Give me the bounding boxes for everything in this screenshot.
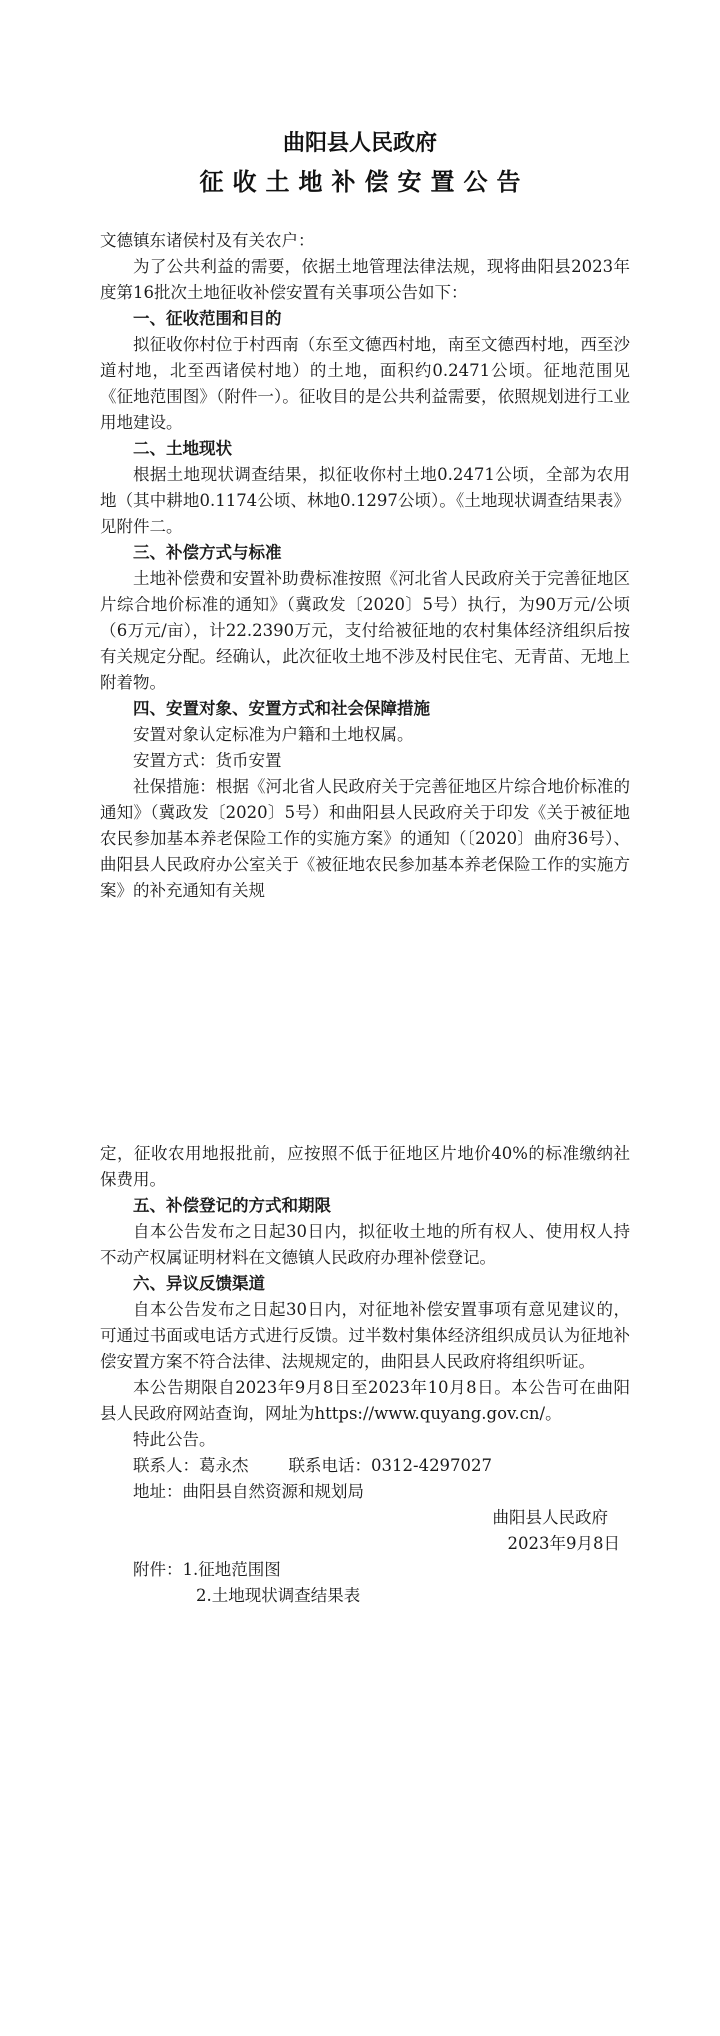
issuer-heading: 曲阳县人民政府 xyxy=(282,130,437,156)
attachments-label: 附件： xyxy=(133,1560,183,1579)
section-3-heading: 三、补偿方式与标准 xyxy=(133,543,282,562)
section-2-text: 根据土地现状调查结果，拟征收你村土地0.2471公顷，全部为农用地（其中耕地0.1174公顷、林地0.1297公顷）。《土地现状调查结果表》见附件二。 xyxy=(100,465,630,536)
section-4-object: 安置对象认定标准为户籍和土地权属。 xyxy=(133,725,414,744)
section-4-social-part2: 定，征收农用地报批前，应按照不低于征地区片地价40%的标准缴纳社保费用。 xyxy=(100,1144,630,1189)
contact-line xyxy=(100,1453,630,1479)
attachment-item-1: 1.征地范围图 xyxy=(182,1560,281,1579)
section-5-heading: 五、补偿登记的方式和期限 xyxy=(133,1196,331,1215)
attachment-line-1 xyxy=(100,1557,630,1583)
section-6-heading: 六、异议反馈渠道 xyxy=(133,1274,265,1293)
section-4-method: 安置方式：货币安置 xyxy=(133,751,282,770)
section-4-heading: 四、安置对象、安置方式和社会保障措施 xyxy=(133,699,430,718)
notice-body-part1 xyxy=(100,228,630,904)
salutation: 文德镇东诸侯村及有关农户： xyxy=(100,231,315,250)
period-paragraph: 本公告期限自2023年9月8日至2023年10月8日。本公告可在曲阳县人民政府网站查询，网址为https://www.quyang.gov.cn/。 xyxy=(100,1378,630,1423)
contact-address: 地址：曲阳县自然资源和规划局 xyxy=(133,1482,364,1501)
section-4-social-part1: 社保措施：根据《河北省人民政府关于完善征地区片综合地价标准的通知》（冀政发〔2020〕5号）和曲阳县人民政府关于印发《关于被征地农民参加基本养老保险工作的实施方案》的通知（〔2020〕曲府36号）、曲阳县人民政府办公室关于《被征地农民参加基本养老保险工作的实施方案》的补充通知有关规 xyxy=(100,777,630,900)
section-1-text: 拟征收你村位于村西南（东至文德西村地，南至文德西村地，西至沙道村地，北至西诸侯村地）的土地，面积约0.2471公顷。征地范围见《征地范围图》（附件一）。征收目的是公共利益需要，依照规划进行工业用地建设。 xyxy=(100,335,630,432)
contact-info xyxy=(100,1453,630,1505)
notice-body-part2 xyxy=(100,1141,630,1609)
section-3-text: 土地补偿费和安置补助费标准按照《河北省人民政府关于完善征地区片综合地价标准的通知》（冀政发〔2020〕5号）执行，为90万元/公顷（6万元/亩），计22.2390万元，支付给被征地的农村集体经济组织后按有关规定分配。经确认，此次征收土地不涉及村民住宅、无青苗、无地上附着物。 xyxy=(100,569,630,692)
section-5-text: 自本公告发布之日起30日内，拟征收土地的所有权人、使用权人持不动产权属证明材料在文德镇人民政府办理补偿登记。 xyxy=(100,1222,630,1267)
intro-paragraph: 为了公共利益的需要，依据土地管理法律法规，现将曲阳县2023年度第16批次土地征收补偿安置有关事项公告如下： xyxy=(100,257,630,302)
attachment-item-2: 2.土地现状调查结果表 xyxy=(196,1586,361,1605)
signature-org: 曲阳县人民政府 xyxy=(492,1508,608,1527)
notice-title: 征收土地补偿安置公告 xyxy=(199,167,530,196)
signature-date: 2023年9月8日 xyxy=(507,1534,620,1553)
contact-person: 联系人：葛永杰 xyxy=(133,1456,249,1475)
section-6-text: 自本公告发布之日起30日内，对征地补偿安置事项有意见建议的，可通过书面或电话方式进行反馈。过半数村集体经济组织成员认为征地补偿安置方案不符合法律、法规规定的，曲阳县人民政府将组织听证。 xyxy=(100,1300,630,1371)
contact-phone: 联系电话：0312-4297027 xyxy=(288,1456,493,1475)
closing-line: 特此公告。 xyxy=(133,1430,216,1449)
section-2-heading: 二、土地现状 xyxy=(133,439,232,458)
section-1-heading: 一、征收范围和目的 xyxy=(133,309,282,328)
